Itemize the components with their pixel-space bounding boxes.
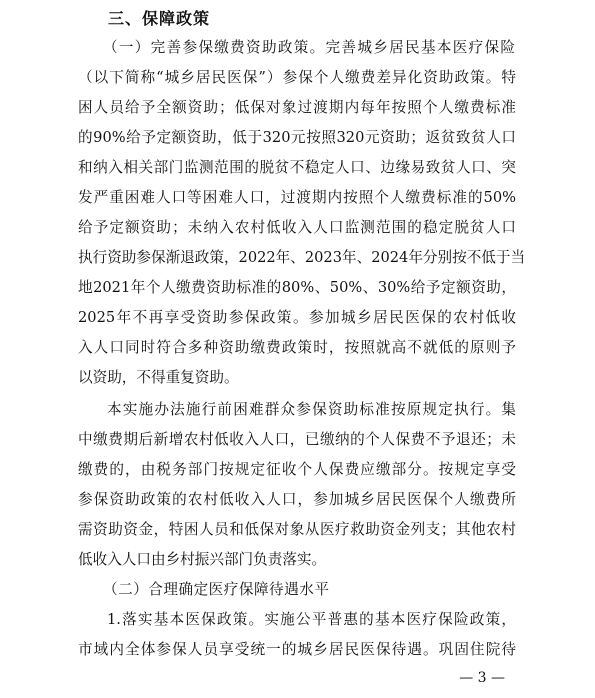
paragraph-line: 市域内全体参保人员享受统一的城乡居民医保待遇。巩固住院待 (78, 641, 516, 658)
paragraph-line: 入人口同时符合多种资助缴费政策时，按照就高不就低的原则予 (78, 339, 516, 356)
page-number: — 3 — (459, 670, 505, 686)
paragraph-line: 给予定额资助；未纳入农村低收入人口监测范围的稳定脱贫人口 (78, 219, 516, 236)
paragraph-line: 以资助，不得重复资助。 (78, 369, 239, 386)
paragraph-line: 参保资助政策的农村低收入人口，参加城乡居民医保个人缴费所 (78, 491, 516, 508)
paragraph-line: 需资助资金，特困人员和低保对象从医疗救助资金列支；其他农村 (78, 521, 516, 538)
paragraph-line: 执行资助参保渐退政策，2022年、2023年、2024年分别按不低于当 (78, 249, 526, 266)
paragraph-line: 和纳入相关部门监测范围的脱贫不稳定人口、边缘易致贫人口、突 (78, 159, 516, 176)
paragraph-line: 缴费的，由税务部门按规定征收个人保费应缴部分。按规定享受 (78, 461, 516, 478)
paragraph-line: 1.落实基本医保政策。实施公平普惠的基本医疗保险政策， (107, 611, 516, 628)
paragraph-line: 地2021年个人缴费资助标准的80%、50%、30%给予定额资助， (78, 279, 516, 296)
subsection-heading: （二）合理确定医疗保障待遇水平 (103, 581, 330, 598)
paragraph-line: 2025年不再享受资助参保政策。参加城乡居民医保的农村低收 (78, 309, 516, 326)
paragraph-line: 低收入人口由乡村振兴部门负责落实。 (78, 551, 327, 568)
paragraph-line: 中缴费期后新增农村低收入人口，已缴纳的个人保费不予退还；未 (78, 431, 516, 448)
paragraph-line: 困人员给予全额资助；低保对象过渡期内每年按照个人缴费标准 (78, 99, 516, 116)
paragraph-line: 本实施办法施行前困难群众参保资助标准按原规定执行。集 (107, 401, 516, 418)
section-heading: 三、保障政策 (108, 9, 211, 28)
paragraph-line: （以下简称“城乡居民医保”）参保个人缴费差异化资助政策。特 (78, 69, 516, 86)
paragraph-line: 的90%给予定额资助，低于320元按照320元资助；返贫致贫人口 (78, 129, 516, 146)
paragraph-line: （一）完善参保缴费资助政策。完善城乡居民基本医疗保险 (103, 39, 515, 56)
paragraph-line: 发严重困难人口等困难人口，过渡期内按照个人缴费标准的50% (78, 189, 516, 206)
